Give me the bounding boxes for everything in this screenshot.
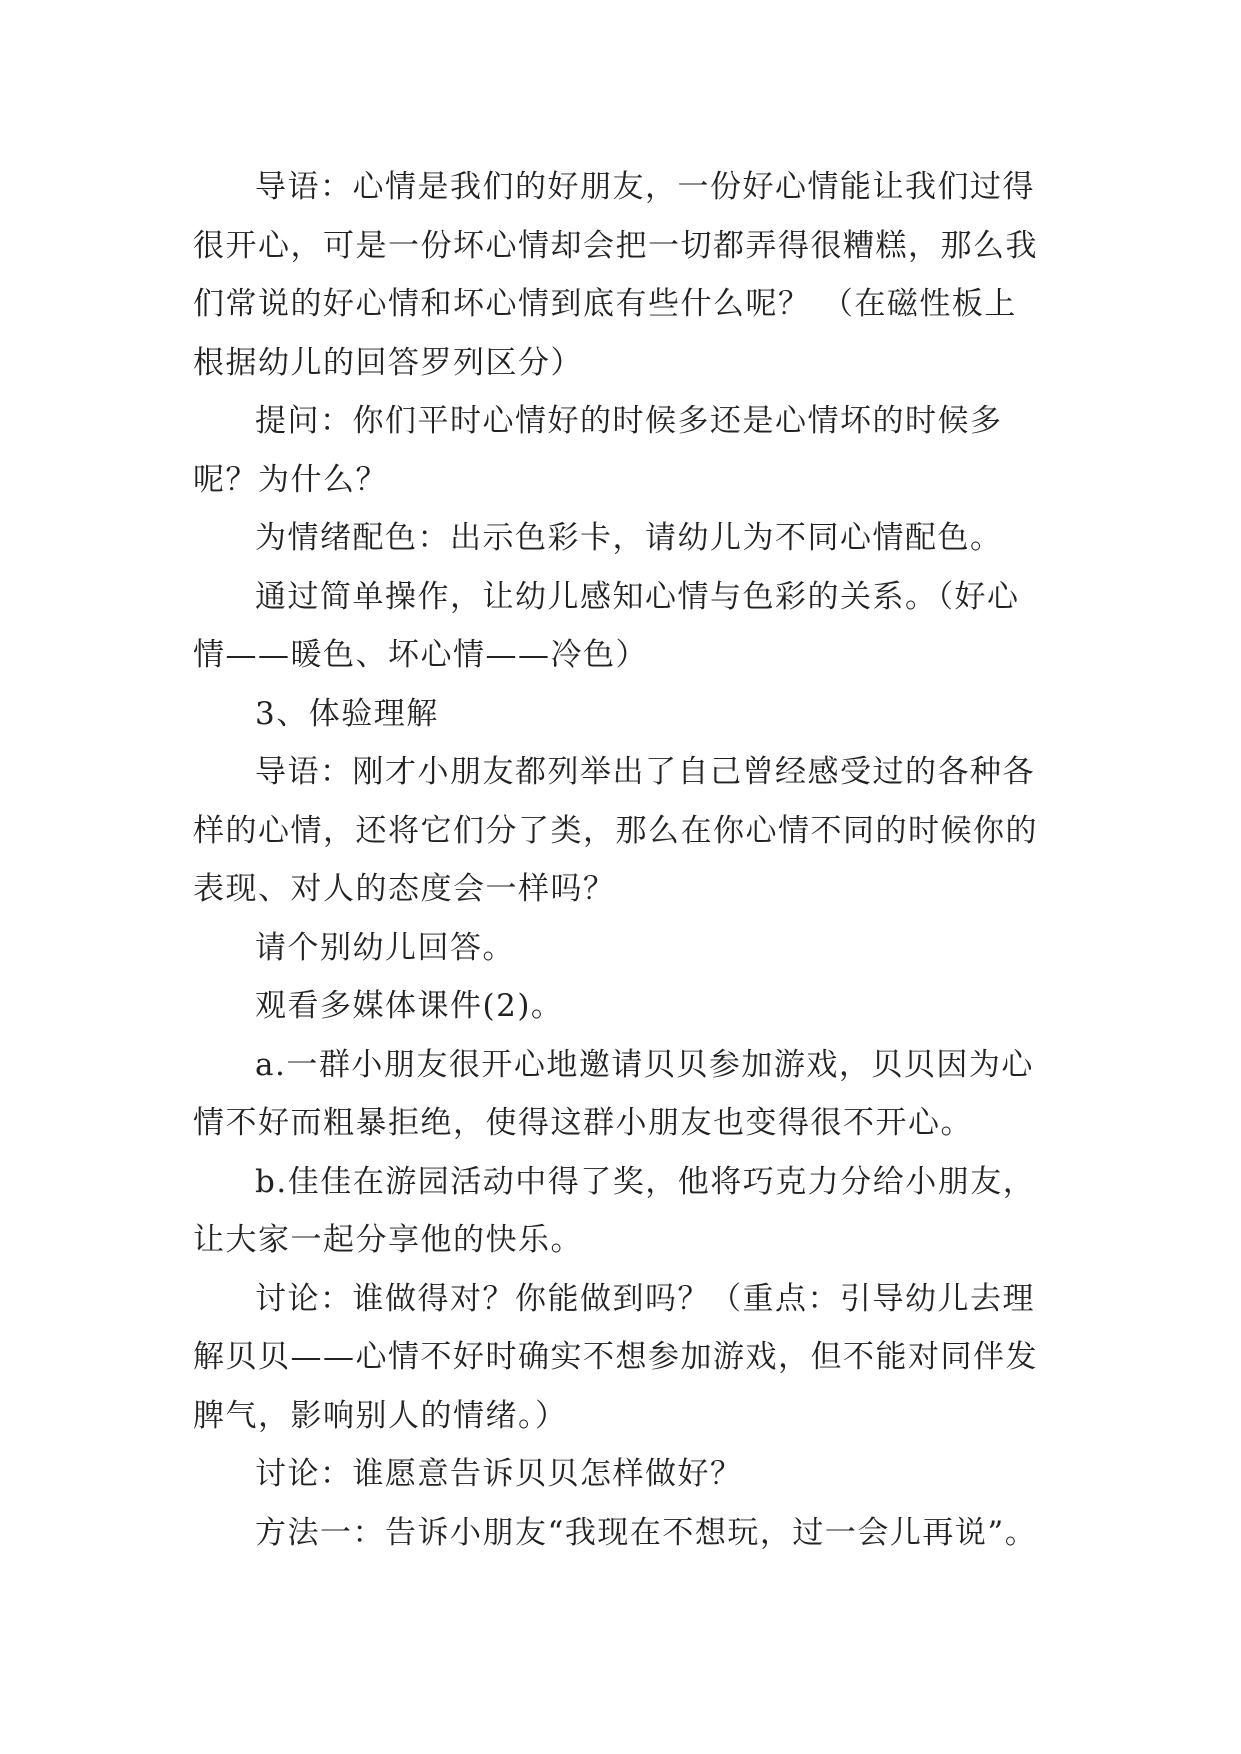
text-line: 方法一：告诉小朋友“我现在不想玩，过一会儿再说”。 <box>255 1514 1038 1551</box>
text-line: 们常说的好心情和坏心情到底有些什么呢？ （在磁性板上 <box>193 286 1017 322</box>
text-line: 3、体验理解 <box>255 695 439 732</box>
text-line: 情——暖色、坏心情——冷色） <box>193 637 648 673</box>
text-line: 提问：你们平时心情好的时候多还是心情坏的时候多 <box>255 403 1003 439</box>
paragraph <box>193 158 1053 392</box>
text-line: 情不好而粗暴拒绝，使得这群小朋友也变得很不开心。 <box>193 1105 973 1141</box>
text-line: 根据幼儿的回答罗列区分） <box>193 344 583 381</box>
text-line: 脾气，影响别人的情绪。） <box>193 1397 568 1434</box>
section-heading <box>193 685 1053 744</box>
text-line: 讨论：谁愿意告诉贝贝怎样做好？ <box>255 1456 743 1492</box>
text-line: 呢？为什么？ <box>193 461 388 498</box>
text-line: 样的心情，还将它们分了类，那么在你心情不同的时候你的 <box>193 812 1038 849</box>
text-line: 讨论：谁做得对？你能做到吗？（重点：引导幼儿去理 <box>255 1280 1035 1317</box>
text-line: 为情绪配色：出示色彩卡，请幼儿为不同心情配色。 <box>255 520 1003 556</box>
text-line: a.一群小朋友很开心地邀请贝贝参加游戏，贝贝因为心 <box>255 1046 1034 1083</box>
text-line: 解贝贝——心情不好时确实不想参加游戏，但不能对同伴发 <box>193 1339 1038 1375</box>
paragraph <box>193 568 1053 685</box>
paragraph <box>193 919 1053 978</box>
text-line: 很开心，可是一份坏心情却会把一切都弄得很糟糕，那么我 <box>193 227 1038 264</box>
paragraph <box>193 743 1053 919</box>
text-line: 导语：心情是我们的好朋友，一份好心情能让我们过得 <box>255 169 1035 205</box>
document-body <box>193 158 1053 1562</box>
paragraph <box>193 509 1053 568</box>
paragraph <box>193 392 1053 509</box>
text-line: 观看多媒体课件(2)。 <box>255 988 564 1024</box>
paragraph <box>193 1036 1053 1153</box>
text-line: b.佳佳在游园活动中得了奖，他将巧克力分给小朋友， <box>255 1163 1036 1200</box>
paragraph <box>193 977 1053 1036</box>
paragraph <box>193 1504 1053 1563</box>
text-line: 表现、对人的态度会一样吗？ <box>193 871 616 907</box>
paragraph <box>193 1153 1053 1270</box>
text-line: 导语：刚才小朋友都列举出了自己曾经感受过的各种各 <box>255 754 1035 790</box>
paragraph <box>193 1445 1053 1504</box>
paragraph <box>193 1270 1053 1446</box>
text-line: 请个别幼儿回答。 <box>255 929 515 966</box>
text-line: 让大家一起分享他的快乐。 <box>193 1222 583 1258</box>
text-line: 通过简单操作，让幼儿感知心情与色彩的关系。（好心 <box>255 578 1020 615</box>
